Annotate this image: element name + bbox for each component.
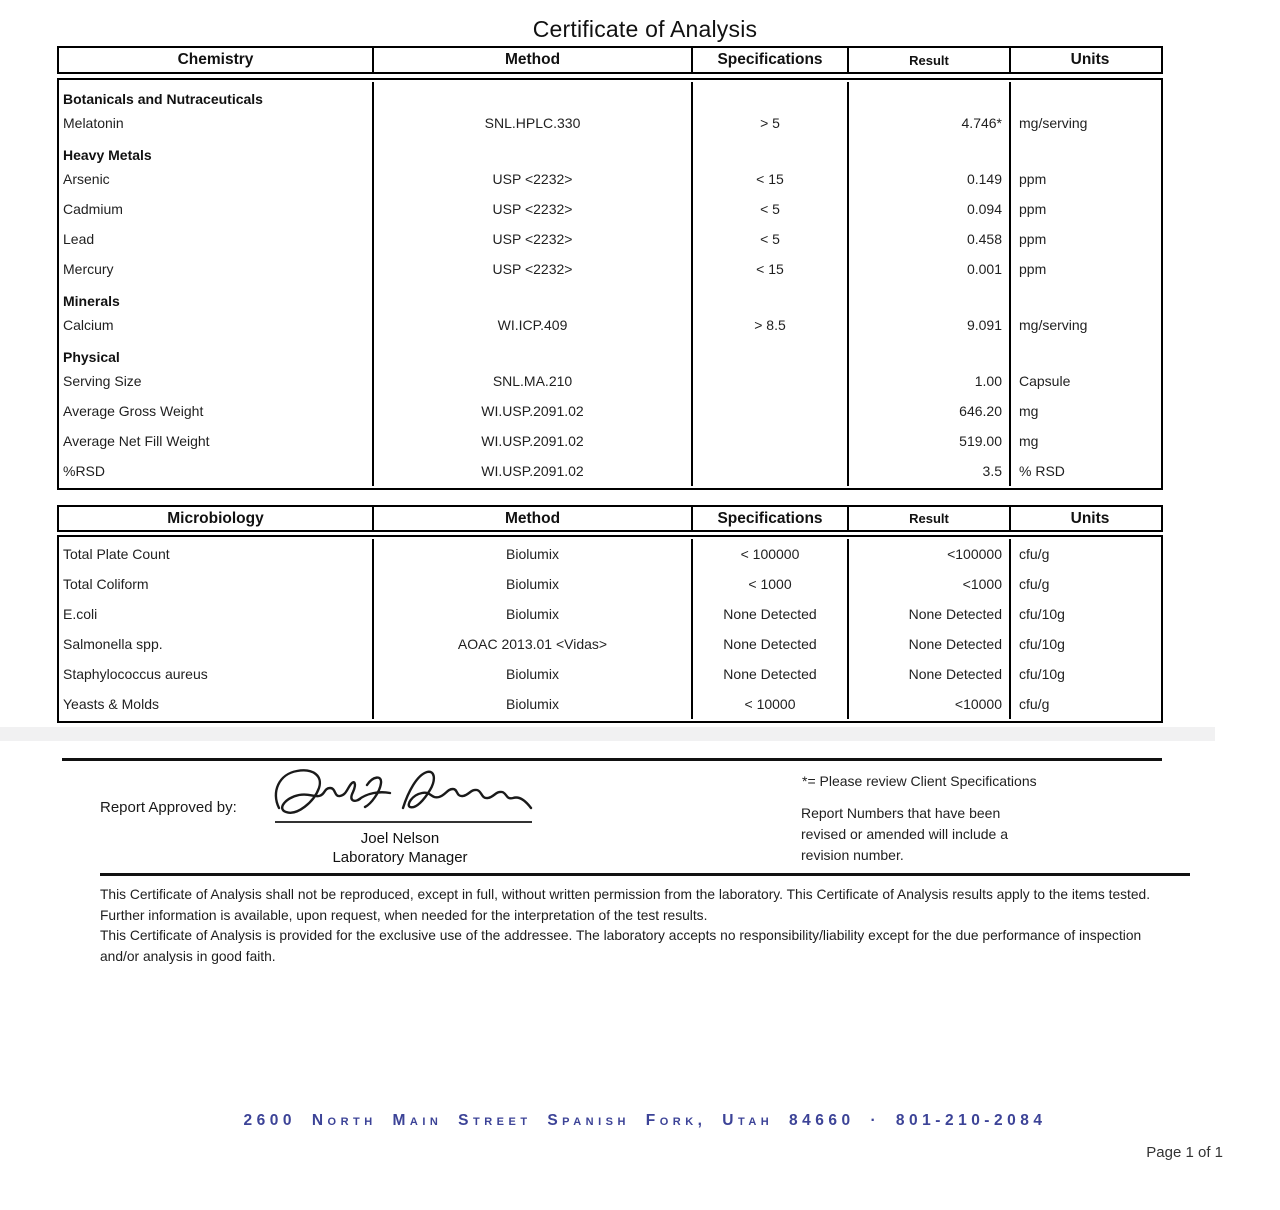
method-cell [374,284,693,310]
analyte-cell: Lead [59,224,374,254]
method-cell: Biolumix [374,569,693,599]
specification-cell [693,82,849,108]
analyte-cell: E.coli [59,599,374,629]
units-cell: cfu/g [1019,546,1050,562]
units-cell: cfu/g [1019,576,1050,592]
units-cell [1011,82,1161,108]
units-cell: cfu/g [1019,696,1050,712]
section-label: Physical [59,340,374,366]
units-cell: cfu/10g [1019,666,1065,682]
units-cell: ppm [1019,171,1047,187]
units-cell: mg [1019,433,1039,449]
result-cell [849,138,1011,164]
analyte-cell: Mercury [59,254,374,284]
method-cell: Biolumix [374,659,693,689]
result-cell: None Detected [849,659,1011,689]
microbiology-table-body [57,535,1163,723]
column-header-units: Units [1070,51,1110,68]
column-header-microbiology: Microbiology [59,507,374,530]
analyte-cell: Salmonella spp. [59,629,374,659]
result-cell: None Detected [849,629,1011,659]
table-row [59,629,1161,659]
result-cell: 646.20 [849,396,1011,426]
specification-cell: None Detected [693,629,849,659]
analyte-cell: Staphylococcus aureus [59,659,374,689]
analyte-cell: Total Plate Count [59,539,374,569]
method-cell [374,340,693,366]
method-cell: Biolumix [374,539,693,569]
result-cell: None Detected [849,599,1011,629]
section-row [59,340,1161,366]
table-row [59,426,1161,456]
specification-cell [693,138,849,164]
result-cell [849,82,1011,108]
column-header-units: Units [1070,509,1110,527]
table-row [59,254,1161,284]
specification-cell: < 5 [693,194,849,224]
analyte-cell: Serving Size [59,366,374,396]
section-label: Botanicals and Nutraceuticals [59,82,374,108]
method-cell: USP <2232> [374,164,693,194]
asterisk-note: *= Please review Client Specifications [802,773,1037,789]
table-row [59,164,1161,194]
units-cell: mg/serving [1019,317,1088,333]
table-row [59,659,1161,689]
analyte-cell: Arsenic [59,164,374,194]
divider-top [62,758,1162,761]
method-cell: WI.USP.2091.02 [374,426,693,456]
column-header-specifications: Specifications [693,507,849,530]
units-cell [1011,138,1161,164]
specification-cell: None Detected [693,659,849,689]
result-cell: <10000 [849,689,1011,719]
analyte-cell: Yeasts & Molds [59,689,374,719]
units-cell: % RSD [1019,463,1065,479]
specification-cell: < 15 [693,164,849,194]
table-row [59,539,1161,569]
revision-note: Report Numbers that have been revised or amended will include a revision number. [801,805,1008,863]
section-row [59,284,1161,310]
result-cell: 0.001 [849,254,1011,284]
disclaimer-text [100,885,1155,967]
chemistry-header-row [57,46,1163,74]
specification-cell [693,396,849,426]
result-cell: 9.091 [849,310,1011,340]
specification-cell: < 15 [693,254,849,284]
section-row [59,138,1161,164]
units-cell: mg/serving [1019,115,1088,131]
specification-cell [693,340,849,366]
scan-shading-band [0,727,1215,741]
specification-cell [693,366,849,396]
method-cell: USP <2232> [374,194,693,224]
table-row [59,456,1161,486]
column-header-chemistry: Chemistry [59,48,374,72]
specification-cell: < 5 [693,224,849,254]
method-cell: USP <2232> [374,254,693,284]
result-cell [849,340,1011,366]
method-cell: WI.ICP.409 [374,310,693,340]
section-label: Heavy Metals [59,138,374,164]
table-row [59,689,1161,719]
table-row [59,569,1161,599]
units-cell: ppm [1019,261,1047,277]
column-header-result: Result [849,48,1011,72]
divider-bottom [100,873,1190,876]
units-cell: ppm [1019,231,1047,247]
result-cell: <100000 [849,539,1011,569]
section-label: Minerals [59,284,374,310]
method-cell: AOAC 2013.01 <Vidas> [374,629,693,659]
table-row [59,310,1161,340]
method-cell [374,138,693,164]
table-row [59,396,1161,426]
specification-cell: None Detected [693,599,849,629]
chemistry-table-body [57,78,1163,490]
column-header-result: Result [849,507,1011,530]
specification-cell [693,284,849,310]
analyte-cell: Average Net Fill Weight [59,426,374,456]
method-cell: SNL.MA.210 [374,366,693,396]
specification-cell [693,456,849,486]
lab-address: 2600 North Main Street Spanish Fork, Utah 84660 · 801-210-2084 [243,1112,1047,1129]
microbiology-header-row [57,505,1163,532]
signer-title: Laboratory Manager [332,849,468,866]
disclaimer-paragraph-2: This Certificate of Analysis is provided for the exclusive use of the addressee. The laboratory accepts no responsibility/liability except for the due performance of inspection and/or analysis in good faith. [100,928,1142,964]
specification-cell: > 8.5 [693,310,849,340]
analyte-cell: Calcium [59,310,374,340]
units-cell [1011,340,1161,366]
analyte-cell: Cadmium [59,194,374,224]
analyte-cell: Total Coliform [59,569,374,599]
result-cell: 3.5 [849,456,1011,486]
section-row [59,82,1161,108]
result-cell [849,284,1011,310]
result-cell: 1.00 [849,366,1011,396]
column-header-method: Method [374,48,693,72]
specification-cell: < 100000 [693,539,849,569]
table-row [59,224,1161,254]
table-row [59,194,1161,224]
method-cell: USP <2232> [374,224,693,254]
result-cell: 0.149 [849,164,1011,194]
table-row [59,108,1161,138]
method-cell: WI.USP.2091.02 [374,456,693,486]
table-row [59,599,1161,629]
units-cell: ppm [1019,201,1047,217]
units-cell: mg [1019,403,1039,419]
method-cell: Biolumix [374,689,693,719]
signature-image [263,764,535,826]
specification-cell: > 5 [693,108,849,138]
method-cell [374,82,693,108]
page-title: Certificate of Analysis [532,16,758,42]
units-cell: Capsule [1019,373,1071,389]
units-cell: cfu/10g [1019,606,1065,622]
specification-cell: < 10000 [693,689,849,719]
report-approved-by-label: Report Approved by: [100,799,237,816]
page-number: Page 1 of 1 [1146,1144,1223,1161]
analyte-cell: Melatonin [59,108,374,138]
units-cell: cfu/10g [1019,636,1065,652]
result-cell: 4.746* [849,108,1011,138]
specification-cell [693,426,849,456]
method-cell: WI.USP.2091.02 [374,396,693,426]
table-row [59,366,1161,396]
units-cell [1011,284,1161,310]
method-cell: Biolumix [374,599,693,629]
column-header-method: Method [374,507,693,530]
column-header-specifications: Specifications [693,48,849,72]
result-cell: 519.00 [849,426,1011,456]
analyte-cell: Average Gross Weight [59,396,374,426]
signer-name: Joel Nelson [360,830,440,847]
disclaimer-paragraph-1: This Certificate of Analysis shall not be reproduced, except in full, without written permission from the laboratory. This Certificate of Analysis results apply to the items tested. Further information is available, upon request, when needed for the interpretation of the test results. [100,887,1151,923]
result-cell: <1000 [849,569,1011,599]
specification-cell: < 1000 [693,569,849,599]
result-cell: 0.094 [849,194,1011,224]
analyte-cell: %RSD [59,456,374,486]
method-cell: SNL.HPLC.330 [374,108,693,138]
result-cell: 0.458 [849,224,1011,254]
